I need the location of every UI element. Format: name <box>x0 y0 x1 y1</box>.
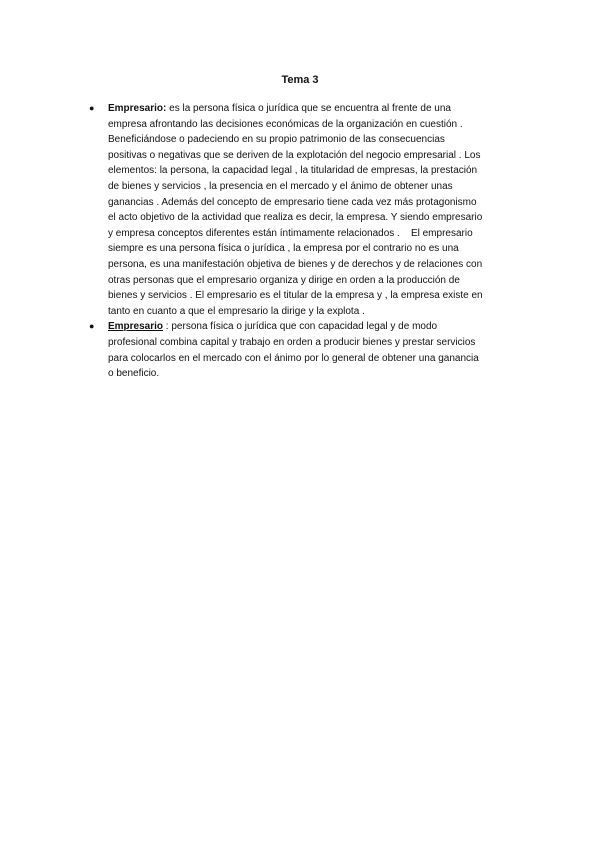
bullet-icon: ● <box>89 103 95 113</box>
definition-text: de bienes y servicios , la presencia en el mercado y el ánimo de obtener unas <box>108 180 453 192</box>
list-item <box>89 319 508 381</box>
definition-text: tanto en cuanto a que el empresario la dirige y la explota . <box>108 305 365 317</box>
definition-text: elementos: la persona, la capacidad legal , la titularidad de empresas, la prestación <box>108 165 478 177</box>
bullet-list <box>0 101 600 382</box>
definition-text: positivas o negativas que se deriven de la explotación del negocio empresarial . Los <box>108 149 481 161</box>
definition-text: es la persona física o jurídica que se encuentra al frente de una <box>166 103 451 114</box>
definition-text: bienes y servicios . El empresario es el titular de la empresa y , la empresa existe en <box>108 290 483 302</box>
bullet-icon: ● <box>89 321 95 332</box>
definition-term: Empresario <box>108 321 164 333</box>
definition-text: y empresa conceptos diferentes están íntimamente relacionados . El empresario <box>108 227 473 239</box>
definition-text: empresa afrontando las decisiones económicas de la organización en cuestión . <box>108 118 463 130</box>
page-title: Tema 3 <box>281 74 319 86</box>
list-item-line <box>108 101 508 117</box>
definition-text: : persona física o jurídica que con capacidad legal y de modo <box>163 321 438 333</box>
definition-text: para colocarlos en el mercado con el ánimo por lo general de obtener una ganancia <box>108 352 479 364</box>
list-item-line <box>108 319 508 335</box>
definition-text: el acto objetivo de la actividad que realiza es decir, la empresa. Y siendo empresario <box>108 212 483 224</box>
definition-text: o beneficio. <box>108 368 160 380</box>
list-item <box>89 101 508 319</box>
definition-text: persona, es una manifestación objetiva de bienes y de derechos y de relaciones con <box>108 258 483 270</box>
definition-text: profesional combina capital y trabajo en orden a producir bienes y prestar servicios <box>108 336 476 348</box>
definition-text: Beneficiándose o padeciendo en su propio patrimonio de las consecuencias <box>108 134 445 146</box>
definition-term: Empresario: <box>108 103 167 114</box>
definition-text: ganancias . Además del concepto de empresario tiene cada vez más protagonismo <box>108 196 477 208</box>
definition-text: siempre es una persona física o jurídica , la empresa por el contrario no es una <box>108 243 459 255</box>
definition-text: otras personas que el empresario organiza y dirige en orden a la producción de <box>108 274 460 286</box>
